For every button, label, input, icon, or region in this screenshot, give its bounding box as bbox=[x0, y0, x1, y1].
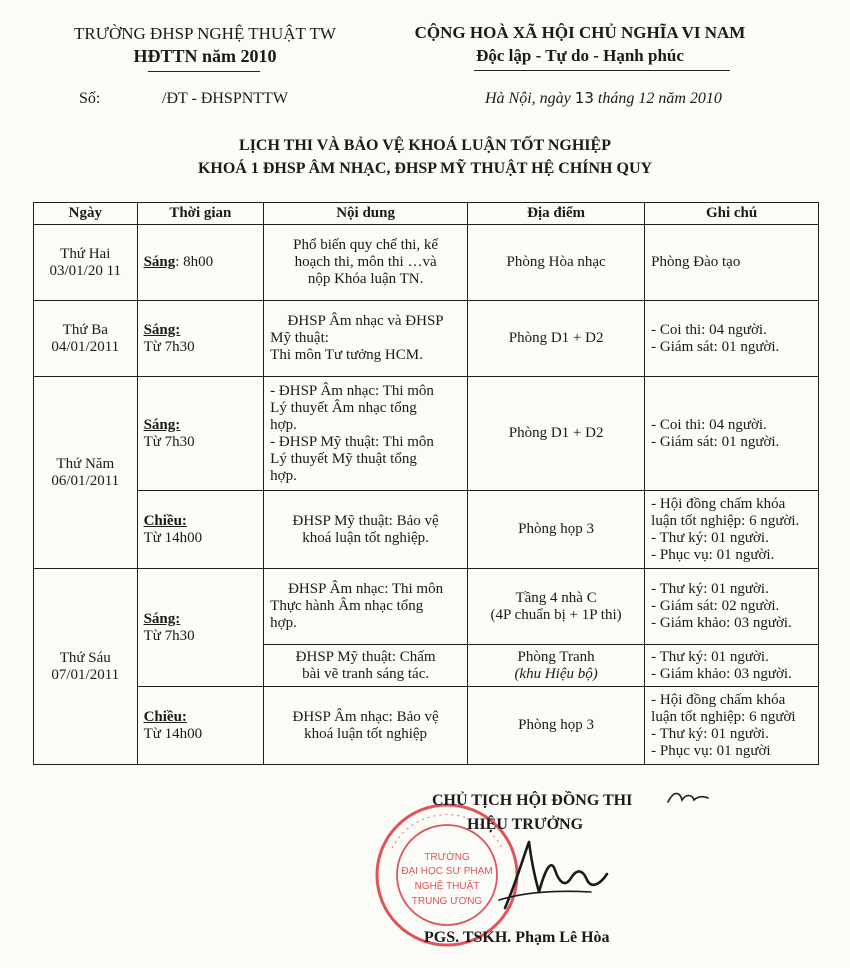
day-name: Thứ Hai bbox=[60, 245, 111, 262]
table-row bbox=[34, 687, 819, 765]
place-cell bbox=[468, 645, 645, 687]
content-line: hoạch thi, môn thi …và bbox=[294, 254, 437, 270]
table-row bbox=[34, 569, 819, 645]
time-cell bbox=[137, 491, 264, 569]
date-day: 13 bbox=[574, 89, 594, 107]
day-cell bbox=[34, 377, 138, 569]
content-line: - ĐHSP Mỹ thuật: Thi môn bbox=[270, 433, 434, 450]
header-day: Ngày bbox=[34, 203, 138, 225]
document-number-label: Số: bbox=[79, 90, 101, 107]
day-date: 04/01/2011 bbox=[51, 338, 120, 355]
time-value: Từ 7h30 bbox=[143, 627, 195, 644]
day-cell bbox=[34, 225, 138, 301]
place-line: (khu Hiệu bộ) bbox=[514, 665, 598, 682]
note-line: - Giám sát: 01 người. bbox=[651, 433, 780, 450]
note-line: - Giám sát: 01 người. bbox=[651, 338, 780, 355]
content-cell bbox=[264, 645, 468, 687]
day-name: Thứ Sáu bbox=[59, 649, 111, 666]
note-line: - Giám sát: 02 người. bbox=[651, 598, 780, 614]
date-suffix: tháng 12 năm 2010 bbox=[597, 90, 722, 107]
document-title: LỊCH THI VÀ BẢO VỆ KHOÁ LUẬN TỐT NGHIỆP bbox=[239, 137, 611, 154]
note-line: - Thư ký: 01 người. bbox=[651, 529, 769, 546]
document-number-value: /ĐT - ĐHSPNTTW bbox=[162, 90, 288, 107]
note-cell bbox=[645, 687, 819, 765]
time-value: : 8h00 bbox=[175, 254, 214, 270]
header-right-underline bbox=[474, 70, 730, 71]
table-header-row bbox=[34, 203, 819, 225]
content-cell bbox=[264, 687, 468, 765]
content-line: hợp. bbox=[270, 467, 297, 484]
place-line: Tầng 4 nhà C bbox=[515, 589, 597, 606]
note-cell bbox=[645, 491, 819, 569]
signatory-name: PGS. TSKH. Phạm Lê Hòa bbox=[424, 929, 610, 946]
content-line: Mỹ thuật: bbox=[270, 330, 329, 346]
note-line: - Giám khảo: 03 người. bbox=[651, 665, 792, 682]
time-cell bbox=[137, 377, 264, 491]
note-cell bbox=[645, 301, 819, 377]
content-line: ĐHSP Mỹ thuật: Chấm bbox=[295, 648, 436, 665]
note-cell bbox=[645, 645, 819, 687]
document-date bbox=[485, 89, 722, 108]
time-label: Chiều: bbox=[143, 512, 187, 529]
content-cell bbox=[264, 225, 468, 301]
content-line: Thi môn Tư tưởng HCM. bbox=[270, 347, 423, 363]
content-line: khoá luận tốt nghiệp bbox=[304, 725, 428, 742]
day-date: 03/01/20 11 bbox=[49, 262, 122, 279]
note-line: Phòng Đào tạo bbox=[651, 254, 741, 270]
day-date: 07/01/2011 bbox=[51, 666, 120, 683]
day-name: Thứ Năm bbox=[56, 455, 115, 472]
time-cell bbox=[137, 569, 264, 687]
time-value: Từ 7h30 bbox=[143, 338, 195, 355]
note-line: - Hội đồng chấm khóa bbox=[651, 691, 786, 708]
content-line: ĐHSP Âm nhạc: Bảo vệ bbox=[292, 708, 439, 725]
content-cell bbox=[264, 491, 468, 569]
note-line: - Giám khảo: 03 người. bbox=[651, 615, 792, 631]
school-name: TRƯỜNG ĐHSP NGHỆ THUẬT TW bbox=[74, 24, 336, 43]
time-cell bbox=[137, 687, 264, 765]
national-title: CỘNG HOÀ XÃ HỘI CHỦ NGHĨA VI NAM bbox=[414, 23, 746, 42]
initial-mark bbox=[666, 788, 710, 808]
signatory-title: CHỦ TỊCH HỘI ĐỒNG THI bbox=[432, 792, 633, 809]
document-subtitle: KHOÁ 1 ĐHSP ÂM NHẠC, ĐHSP MỸ THUẬT HỆ CHÍNH QUY bbox=[197, 160, 653, 177]
content-line: khoá luận tốt nghiệp. bbox=[302, 529, 429, 546]
table-row bbox=[34, 491, 819, 569]
header-left-underline bbox=[148, 71, 260, 72]
exam-schedule-table bbox=[33, 202, 819, 765]
handwritten-signature bbox=[495, 830, 615, 920]
note-cell bbox=[645, 569, 819, 645]
content-line: ĐHSP Âm nhạc và ĐHSP bbox=[287, 313, 444, 329]
svg-text:ĐẠI HỌC SƯ PHẠM: ĐẠI HỌC SƯ PHẠM bbox=[401, 866, 493, 877]
header-content: Nội dung bbox=[264, 203, 468, 225]
day-name: Thứ Ba bbox=[62, 321, 108, 338]
header-time: Thời gian bbox=[137, 203, 264, 225]
place-cell: Phòng họp 3 bbox=[468, 687, 645, 765]
table-row bbox=[34, 225, 819, 301]
time-label: Sáng: bbox=[143, 321, 181, 338]
svg-text:TRƯỜNG: TRƯỜNG bbox=[424, 852, 470, 863]
place-cell bbox=[468, 569, 645, 645]
time-label: Chiều: bbox=[143, 708, 187, 725]
svg-text:NGHỆ THUẬT: NGHỆ THUẬT bbox=[414, 881, 480, 892]
note-line: - Hội đồng chấm khóa bbox=[651, 495, 786, 512]
note-line: - Coi thi: 04 người. bbox=[651, 416, 767, 433]
place-cell: Phòng D1 + D2 bbox=[468, 377, 645, 491]
content-line: Phổ biến quy chế thi, kế bbox=[293, 237, 439, 253]
content-line: Lý thuyết Âm nhạc tổng bbox=[270, 399, 417, 416]
content-line: ĐHSP Âm nhạc: Thi môn bbox=[288, 581, 444, 597]
content-line: ĐHSP Mỹ thuật: Bảo vệ bbox=[292, 512, 439, 529]
note-line: - Phục vụ: 01 người bbox=[651, 742, 771, 759]
time-cell bbox=[137, 301, 264, 377]
table-row bbox=[34, 377, 819, 491]
note-line: - Thư ký: 01 người. bbox=[651, 648, 769, 665]
note-line: - Phục vụ: 01 người. bbox=[651, 546, 775, 563]
council-name: HĐTTN năm 2010 bbox=[133, 46, 277, 66]
time-label: Sáng: bbox=[143, 416, 181, 433]
note-line: - Thư ký: 01 người. bbox=[651, 725, 769, 742]
time-value: Từ 14h00 bbox=[143, 725, 203, 742]
content-line: hợp. bbox=[270, 615, 297, 631]
place-cell: Phòng Hòa nhạc bbox=[468, 225, 645, 301]
place-cell: Phòng họp 3 bbox=[468, 491, 645, 569]
content-line: nộp Khóa luận TN. bbox=[307, 271, 424, 287]
time-value: Từ 14h00 bbox=[143, 529, 203, 546]
content-line: hợp. bbox=[270, 416, 297, 433]
date-prefix: Hà Nội, ngày bbox=[485, 90, 571, 107]
table-row bbox=[34, 301, 819, 377]
place-cell: Phòng D1 + D2 bbox=[468, 301, 645, 377]
place-line: (4P chuẩn bị + 1P thi) bbox=[490, 606, 622, 623]
note-line: luận tốt nghiệp: 6 người. bbox=[651, 512, 800, 529]
note-line: - Thư ký: 01 người. bbox=[651, 581, 769, 597]
content-line: - ĐHSP Âm nhạc: Thi môn bbox=[270, 382, 434, 399]
note-cell bbox=[645, 225, 819, 301]
day-cell bbox=[34, 569, 138, 765]
content-cell bbox=[264, 569, 468, 645]
time-label: Sáng: bbox=[143, 610, 181, 627]
header-note: Ghi chú bbox=[645, 203, 819, 225]
time-label: Sáng bbox=[143, 254, 176, 270]
note-line: luận tốt nghiệp: 6 người bbox=[651, 708, 796, 725]
svg-text:TRUNG ƯƠNG: TRUNG ƯƠNG bbox=[411, 896, 483, 907]
national-motto: Độc lập - Tự do - Hạnh phúc bbox=[476, 46, 684, 65]
content-line: Thực hành Âm nhạc tổng bbox=[270, 598, 424, 614]
content-line: bài vẽ tranh sáng tác. bbox=[302, 665, 430, 682]
time-value: Từ 7h30 bbox=[143, 433, 195, 450]
signatory-position: HIỆU TRƯỞNG bbox=[467, 816, 584, 833]
time-cell bbox=[137, 225, 264, 301]
content-cell bbox=[264, 377, 468, 491]
day-cell bbox=[34, 301, 138, 377]
content-cell bbox=[264, 301, 468, 377]
note-line: - Coi thi: 04 người. bbox=[651, 321, 767, 338]
day-date: 06/01/2011 bbox=[51, 472, 120, 489]
place-line: Phòng Tranh bbox=[517, 648, 595, 665]
header-place: Địa điểm bbox=[468, 203, 645, 225]
note-cell bbox=[645, 377, 819, 491]
content-line: Lý thuyết Mỹ thuật tổng bbox=[270, 450, 417, 467]
